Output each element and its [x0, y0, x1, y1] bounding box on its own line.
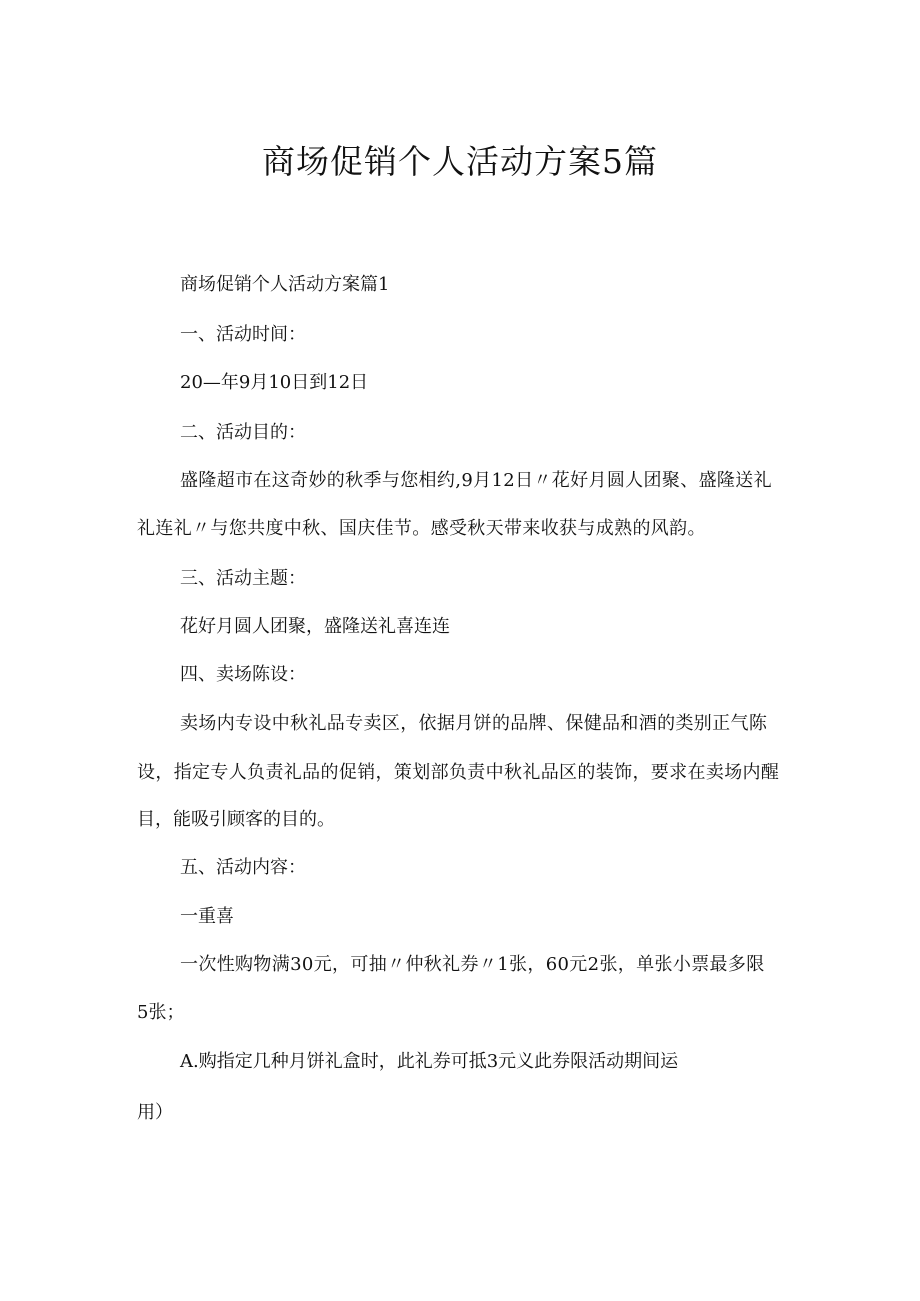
- paragraph-line: 礼连礼〃与您共度中秋、国庆佳节。感受秋天带来收获与成熟的风韵。: [137, 518, 706, 539]
- paragraph-line: 一次性购物满30元，可抽〃仲秋礼券〃1张，60元2张，单张小票最多限: [180, 954, 765, 975]
- heading-content: 五、活动内容：: [180, 857, 306, 878]
- paragraph-line: 用）: [137, 1102, 173, 1123]
- heading-theme: 三、活动主题：: [180, 568, 306, 589]
- paragraph-line: A.购指定几种月饼礼盒时，此礼券可抵3元义此券限活动期间运: [180, 1051, 679, 1072]
- document-title: 商场促销个人活动方案5篇: [262, 142, 658, 181]
- heading-time: 一、活动时间：: [180, 324, 306, 345]
- paragraph-line: 目，能吸引顾客的目的。: [137, 809, 335, 830]
- paragraph-line: 20—年9月10日到12日: [180, 372, 369, 393]
- paragraph-line: 卖场内专设中秋礼品专卖区，依据月饼的品牌、保健品和酒的类别正气陈: [180, 713, 768, 734]
- heading-purpose: 二、活动目的：: [180, 422, 306, 443]
- paragraph-line: 5张；: [137, 1002, 185, 1023]
- paragraph-line: 盛隆超市在这奇妙的秋季与您相约,9月12日〃花好月圆人团聚、盛隆送礼: [180, 470, 772, 491]
- paragraph-line: 一重喜: [180, 906, 234, 927]
- heading-display: 四、卖场陈设：: [180, 664, 306, 685]
- section-heading: 商场促销个人活动方案篇1: [180, 274, 390, 295]
- paragraph-line: 花好月圆人团聚，盛隆送礼喜连连: [180, 616, 450, 637]
- paragraph-line: 设，指定专人负责礼品的促销，策划部负责中秋礼品区的装饰，要求在卖场内醒: [137, 762, 780, 783]
